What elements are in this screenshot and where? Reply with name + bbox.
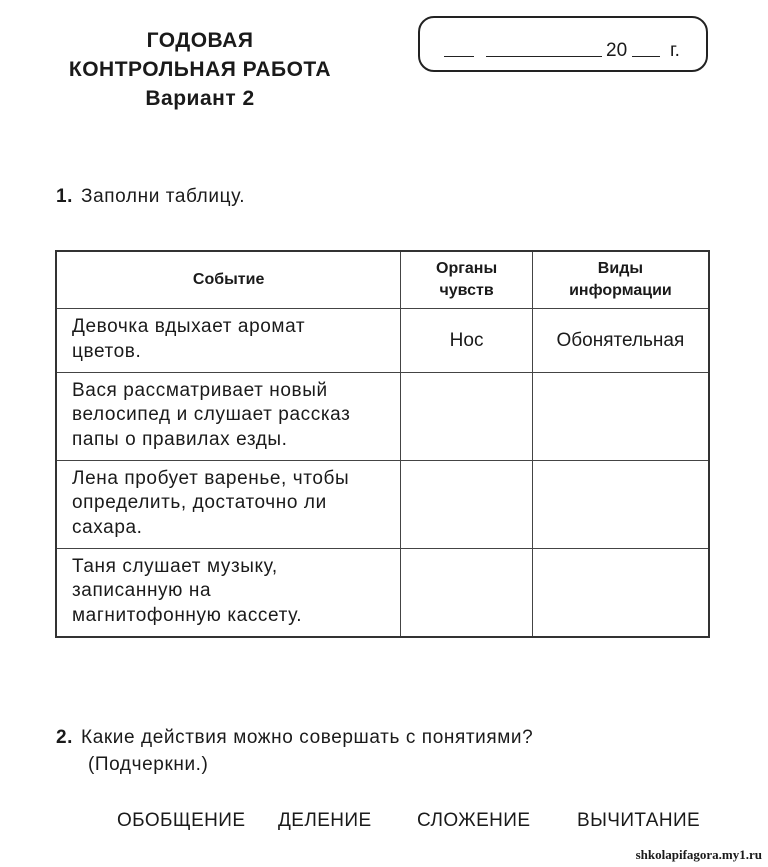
date-year-prefix: 20: [606, 40, 628, 61]
header-organs: Органы чувств: [401, 251, 533, 309]
event-cell: Таня слушает музыку, записанную на магнитофонную кассету.: [56, 549, 401, 637]
title-line-3: Вариант 2: [145, 87, 255, 110]
task-1-text: Заполни таблицу.: [81, 186, 246, 207]
table-row: [56, 549, 709, 637]
table-row: [56, 373, 709, 461]
option-subtraction[interactable]: ВЫЧИТАНИЕ: [577, 810, 701, 831]
date-box: [418, 16, 708, 72]
date-month-blank[interactable]: [486, 56, 602, 57]
info-cell[interactable]: [532, 549, 709, 637]
info-cell[interactable]: [532, 461, 709, 549]
option-division[interactable]: ДЕЛЕНИЕ: [278, 810, 372, 831]
header-event: Событие: [56, 251, 401, 309]
task-2: [56, 727, 533, 749]
task-2-instruction: (Подчеркни.): [88, 754, 209, 775]
table-row: [56, 461, 709, 549]
header-info-types: Виды информации: [532, 251, 709, 309]
option-addition[interactable]: СЛОЖЕНИЕ: [417, 810, 531, 831]
event-cell: Вася рассматривает новый велосипед и слушает рассказ папы о правилах езды.: [56, 373, 401, 461]
task-1: [56, 186, 245, 208]
task-1-number: 1.: [56, 186, 74, 207]
date-year-suffix: г.: [670, 40, 680, 61]
task-2-number: 2.: [56, 727, 74, 748]
organ-cell[interactable]: [401, 461, 533, 549]
task-2-question: Какие действия можно совершать с понятиями?: [81, 727, 534, 748]
event-cell: Лена пробует варенье, чтобы определить, достаточно ли сахара.: [56, 461, 401, 549]
organ-cell[interactable]: [401, 549, 533, 637]
title-line-2: КОНТРОЛЬНАЯ РАБОТА: [68, 58, 332, 81]
site-watermark: shkolapifagora.my1.ru: [635, 847, 762, 862]
event-cell: Девочка вдыхает аромат цветов.: [56, 309, 401, 373]
date-day-blank[interactable]: [444, 56, 474, 57]
info-cell[interactable]: [532, 373, 709, 461]
table-row: [56, 309, 709, 373]
worksheet-title: [40, 26, 360, 113]
date-year-blank[interactable]: [632, 56, 660, 57]
organ-cell[interactable]: [401, 373, 533, 461]
organ-cell[interactable]: Нос: [401, 309, 533, 373]
option-generalization[interactable]: ОБОБЩЕНИЕ: [117, 810, 246, 831]
info-cell[interactable]: Обонятельная: [532, 309, 709, 373]
title-line-1: ГОДОВАЯ: [146, 29, 254, 52]
table-header-row: [56, 251, 709, 309]
senses-table: [55, 250, 710, 638]
